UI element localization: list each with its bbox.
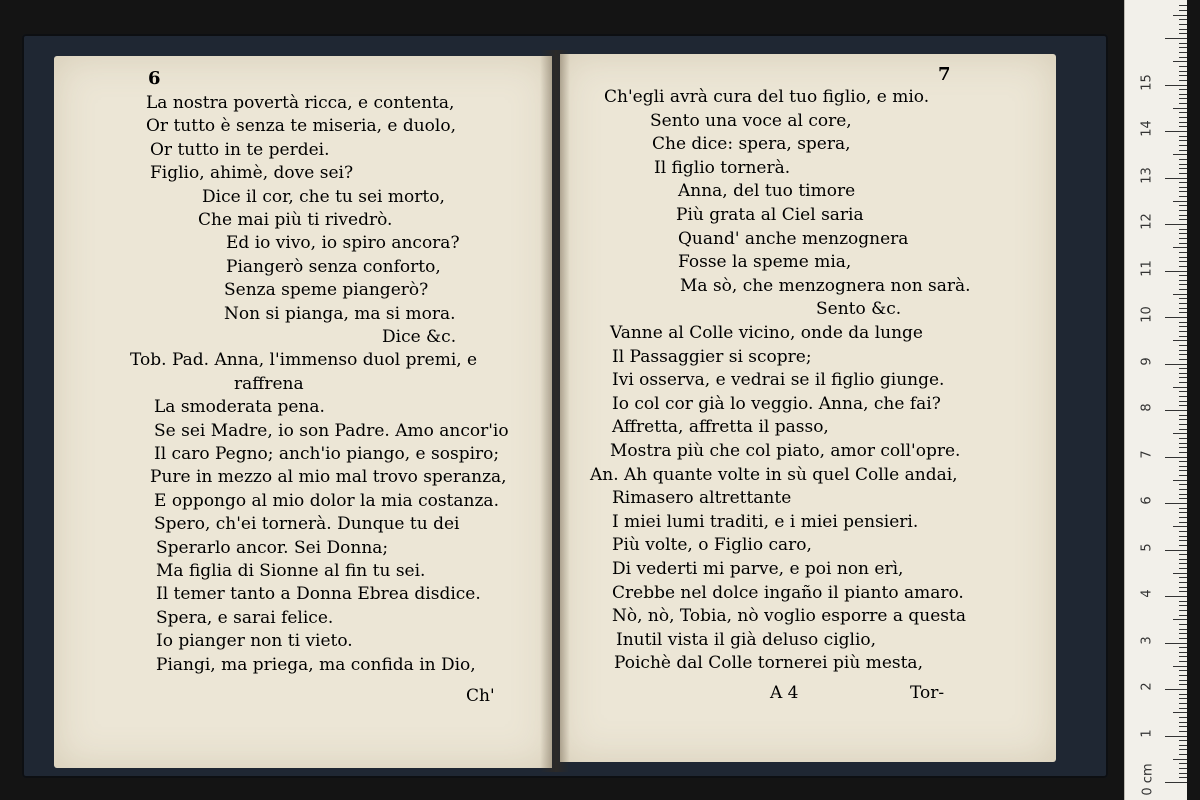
ruler-tick (1165, 38, 1187, 39)
ruler-tick (1179, 508, 1187, 509)
ruler-tick (1179, 354, 1187, 355)
text-line: Dice il cor, che tu sei morto, (202, 186, 445, 207)
ruler-tick (1179, 98, 1187, 99)
ruler-tick (1179, 615, 1187, 616)
ruler-tick (1179, 117, 1187, 118)
ruler-tick (1179, 415, 1187, 416)
text-line: Dice &c. (382, 327, 457, 347)
text-line: Inutil vista il già deluso ciglio, (616, 629, 877, 650)
ruler-tick (1179, 103, 1187, 104)
ruler-tick (1179, 308, 1187, 309)
ruler-tick (1179, 10, 1187, 11)
ruler-tick (1179, 708, 1187, 709)
ruler-tick (1165, 689, 1187, 690)
ruler-tick (1179, 531, 1187, 532)
ruler-tick (1179, 438, 1187, 439)
ruler-tick (1165, 224, 1187, 225)
ruler-tick (1165, 410, 1187, 411)
ruler-number: 5 (1139, 542, 1155, 552)
ruler-tick (1173, 573, 1187, 574)
ruler-tick (1179, 577, 1187, 578)
ruler-tick (1179, 768, 1187, 769)
ruler-tick (1179, 164, 1187, 165)
ruler-number: 8 (1139, 403, 1155, 412)
ruler-tick (1179, 298, 1187, 299)
text-line: Pure in mezzo al mio mal trovo speranza, (150, 467, 507, 488)
ruler-number: 2 (1139, 682, 1155, 691)
text-line: Ivi osserva, e vedrai se il figlio giunge. (612, 370, 945, 391)
ruler-tick (1179, 722, 1187, 723)
signature-mark: A 4 (770, 683, 799, 703)
ruler-tick (1179, 280, 1187, 281)
ruler-tick (1179, 745, 1187, 746)
ruler-tick (1179, 601, 1187, 602)
page-number-left: 6 (148, 68, 161, 89)
text-line: Anna, del tuo timore (678, 181, 856, 202)
ruler-tick (1179, 168, 1187, 169)
text-line: E oppongo al mio dolor la mia costanza. (154, 490, 499, 511)
ruler-tick (1179, 429, 1187, 430)
ruler-tick (1179, 610, 1187, 611)
ruler-tick (1179, 261, 1187, 262)
ruler-tick (1179, 233, 1187, 234)
ruler-tick (1179, 159, 1187, 160)
ruler-tick (1179, 80, 1187, 81)
ruler-tick (1179, 145, 1187, 146)
ruler-tick (1179, 605, 1187, 606)
ruler-tick (1179, 401, 1187, 402)
ruler-tick (1179, 47, 1187, 48)
ruler-tick (1179, 350, 1187, 351)
text-line: Piangerò senza conforto, (226, 256, 441, 277)
ruler-number: 12 (1139, 213, 1155, 230)
ruler-tick (1179, 112, 1187, 113)
text-line: Quand' anche menzognera (678, 228, 909, 249)
ruler-tick (1173, 340, 1187, 341)
text-line: Il temer tanto a Donna Ebrea disdice. (156, 584, 481, 605)
ruler-tick (1179, 359, 1187, 360)
ruler-tick (1179, 275, 1187, 276)
text-line: Crebbe nel dolce ingaño il pianto amaro. (612, 582, 964, 603)
text-line: Piangi, ma priega, ma confida in Dio, (156, 654, 476, 675)
text-line: I miei lumi traditi, e i miei pensieri. (612, 511, 919, 532)
text-line: La smoderata pena. (154, 397, 325, 418)
text-line: Di vederti mi parve, e poi non erì, (612, 559, 904, 579)
ruler-tick (1179, 461, 1187, 462)
ruler-tick (1165, 85, 1187, 86)
ruler-tick (1179, 675, 1187, 676)
ruler-tick (1179, 591, 1187, 592)
ruler-tick (1179, 647, 1187, 648)
ruler-number: 0 cm (1140, 763, 1156, 796)
ruler-tick (1165, 782, 1187, 783)
ruler-tick (1179, 484, 1187, 485)
text-line: Or tutto è senza te miseria, e duolo, (146, 116, 456, 137)
ruler-tick (1179, 219, 1187, 220)
ruler-number: 9 (1139, 356, 1155, 366)
ruler-tick (1179, 29, 1187, 30)
ruler-tick (1179, 326, 1187, 327)
ruler-tick (1179, 638, 1187, 639)
text-line: Tob. Pad. Anna, l'immenso duol premi, e (130, 350, 478, 371)
ruler-number: 7 (1139, 449, 1155, 459)
ruler-number: 15 (1139, 73, 1155, 91)
ruler-tick (1173, 294, 1187, 295)
ruler-number: 11 (1139, 259, 1155, 277)
ruler-tick (1179, 377, 1187, 378)
ruler-tick (1179, 331, 1187, 332)
ruler-tick (1179, 522, 1187, 523)
ruler-tick (1179, 57, 1187, 58)
ruler-tick (1179, 443, 1187, 444)
ruler-tick (1179, 196, 1187, 197)
text-line: Non si pianga, ma si mora. (224, 303, 456, 324)
text-line: Ma sò, che menzognera non sarà. (680, 275, 971, 296)
text-line: Il caro Pegno; anch'io piango, e sospiro; (154, 444, 500, 464)
ruler-number: 10 (1139, 306, 1155, 323)
text-line: Ed io vivo, io spiro ancora? (226, 233, 460, 254)
ruler-tick (1165, 643, 1187, 644)
ruler-tick (1179, 122, 1187, 123)
ruler-tick (1165, 596, 1187, 597)
text-line: Nò, nò, Tobia, nò voglio esporre a questa (612, 606, 966, 627)
ruler-tick (1179, 243, 1187, 244)
text-line: raffrena (234, 373, 304, 394)
ruler-tick (1179, 559, 1187, 560)
ruler-tick (1179, 773, 1187, 774)
text-line: Rimasero altrettante (612, 488, 792, 509)
ruler-tick (1179, 489, 1187, 490)
ruler-tick (1179, 726, 1187, 727)
ruler-tick (1179, 475, 1187, 476)
ruler-tick (1179, 419, 1187, 420)
text-line: Che mai più ti rivedrò. (198, 210, 393, 230)
ruler-tick (1173, 387, 1187, 388)
text-line: Il Passaggier si scopre; (612, 346, 812, 367)
ruler-tick (1179, 494, 1187, 495)
ruler-tick (1165, 550, 1187, 551)
ruler-tick (1179, 126, 1187, 127)
ruler-tick (1179, 210, 1187, 211)
ruler-tick (1165, 736, 1187, 737)
ruler-tick (1179, 703, 1187, 704)
ruler-tick (1165, 178, 1187, 179)
ruler-tick (1179, 777, 1187, 778)
ruler-tick (1179, 587, 1187, 588)
ruler-number: 6 (1139, 496, 1155, 505)
ruler-tick (1179, 266, 1187, 267)
ruler-tick (1179, 345, 1187, 346)
ruler-tick (1173, 61, 1187, 62)
ruler-tick (1179, 656, 1187, 657)
ruler-tick (1179, 24, 1187, 25)
ruler-tick (1179, 140, 1187, 141)
page-number-right: 7 (938, 64, 951, 85)
ruler-tick (1179, 33, 1187, 34)
text-line: La nostra povertà ricca, e contenta, (146, 93, 455, 113)
ruler-tick (1173, 247, 1187, 248)
ruler-tick (1179, 452, 1187, 453)
ruler-tick (1179, 322, 1187, 323)
ruler-tick (1179, 71, 1187, 72)
text-line: Sento una voce al core, (650, 110, 852, 131)
ruler-tick (1179, 336, 1187, 337)
text-line: An. Ah quante volte in sù quel Colle andai, (590, 464, 958, 485)
ruler-tick (1165, 131, 1187, 132)
ruler-tick (1173, 480, 1187, 481)
ruler-tick (1179, 238, 1187, 239)
ruler-tick (1165, 503, 1187, 504)
ruler-tick (1179, 680, 1187, 681)
ruler-tick (1179, 52, 1187, 53)
ruler-tick (1179, 536, 1187, 537)
ruler-tick (1179, 303, 1187, 304)
ruler-tick (1179, 754, 1187, 755)
text-line: Or tutto in te perdei. (150, 139, 330, 160)
text-line: Mostra più che col piato, amor coll'opre. (610, 441, 961, 461)
text-line: Sperarlo ancor. Sei Donna; (156, 537, 389, 558)
ruler-tick (1179, 466, 1187, 467)
ruler-tick (1179, 257, 1187, 258)
ruler-tick (1179, 150, 1187, 151)
ruler-tick (1179, 94, 1187, 95)
ruler-tick (1179, 447, 1187, 448)
ruler-tick (1179, 373, 1187, 374)
ruler-tick (1165, 457, 1187, 458)
ruler-tick (1179, 405, 1187, 406)
ruler-tick (1179, 284, 1187, 285)
ruler-number: 13 (1139, 166, 1155, 184)
ruler-tick (1179, 19, 1187, 20)
text-line: Fosse la speme mia, (678, 252, 852, 273)
ruler-tick (1179, 563, 1187, 564)
ruler-tick (1173, 619, 1187, 620)
text-line: Ch'egli avrà cura del tuo figlio, e mio. (604, 87, 930, 107)
ruler-tick (1179, 182, 1187, 183)
ruler-tick (1179, 382, 1187, 383)
text-line: Poichè dal Colle tornerei più mesta, (614, 653, 923, 674)
ruler-tick (1179, 698, 1187, 699)
ruler-tick (1179, 187, 1187, 188)
ruler-tick (1179, 749, 1187, 750)
ruler-tick (1165, 317, 1187, 318)
ruler-number: 3 (1139, 635, 1155, 645)
ruler-tick (1179, 312, 1187, 313)
ruler-tick (1165, 364, 1187, 365)
ruler-tick (1179, 5, 1187, 6)
text-line: Più volte, o Figlio caro, (612, 535, 812, 556)
ruler-tick (1173, 759, 1187, 760)
ruler-tick (1179, 545, 1187, 546)
ruler-number: 4 (1139, 589, 1155, 598)
ruler-tick (1179, 75, 1187, 76)
ruler-tick (1179, 89, 1187, 90)
ruler-tick (1179, 66, 1187, 67)
ruler-tick (1179, 396, 1187, 397)
ruler-tick (1173, 666, 1187, 667)
ruler-number: 1 (1139, 728, 1155, 738)
book-gutter (540, 50, 570, 772)
text-line: Spera, e sarai felice. (156, 607, 334, 628)
ruler-tick (1173, 526, 1187, 527)
ruler-tick (1179, 633, 1187, 634)
ruler-tick (1179, 629, 1187, 630)
measuring-ruler (1124, 0, 1187, 800)
text-line: Spero, ch'ei tornerà. Dunque tu dei (154, 514, 460, 535)
ruler-tick (1179, 289, 1187, 290)
ruler-tick (1173, 712, 1187, 713)
ruler-tick (1179, 717, 1187, 718)
ruler-tick (1173, 15, 1187, 16)
ruler-tick (1179, 191, 1187, 192)
ruler-tick (1179, 517, 1187, 518)
ruler-tick (1173, 433, 1187, 434)
ruler-tick (1179, 391, 1187, 392)
ruler-tick (1173, 108, 1187, 109)
text-line: Il figlio tornerà. (654, 157, 791, 178)
text-line: Io col cor già lo veggio. Anna, che fai? (612, 393, 941, 414)
ruler-tick (1179, 498, 1187, 499)
ruler-tick (1179, 252, 1187, 253)
catchword-right: Tor- (910, 683, 945, 703)
ruler-tick (1179, 43, 1187, 44)
ruler-tick (1179, 470, 1187, 471)
ruler-tick (1179, 661, 1187, 662)
ruler-tick (1165, 271, 1187, 272)
ruler-tick (1179, 215, 1187, 216)
text-line: Che dice: spera, spera, (652, 134, 851, 155)
catchword-left: Ch' (466, 686, 495, 706)
ruler-tick (1179, 368, 1187, 369)
ruler-tick (1179, 740, 1187, 741)
text-line: Sento &c. (816, 299, 902, 320)
ruler-tick (1179, 568, 1187, 569)
ruler-tick (1179, 684, 1187, 685)
ruler-tick (1179, 694, 1187, 695)
text-line: Vanne al Colle vicino, onde da lunge (610, 323, 923, 343)
text-line: Se sei Madre, io son Padre. Amo ancor'io (154, 420, 509, 441)
ruler-tick (1179, 670, 1187, 671)
ruler-tick (1179, 582, 1187, 583)
ruler-tick (1179, 731, 1187, 732)
ruler-tick (1179, 512, 1187, 513)
ruler-tick (1179, 540, 1187, 541)
ruler-tick (1173, 154, 1187, 155)
ruler-tick (1179, 205, 1187, 206)
text-line: Figlio, ahimè, dove sei? (150, 163, 354, 184)
ruler-tick (1179, 554, 1187, 555)
text-line: Ma figlia di Sionne al fin tu sei. (156, 561, 426, 581)
ruler-tick (1179, 652, 1187, 653)
text-line: Io pianger non ti vieto. (156, 631, 353, 652)
ruler-tick (1179, 229, 1187, 230)
ruler-tick (1179, 424, 1187, 425)
ruler-number: 14 (1139, 120, 1155, 137)
ruler-tick (1179, 763, 1187, 764)
ruler-tick (1179, 173, 1187, 174)
ruler-tick (1179, 136, 1187, 137)
text-line: Più grata al Ciel saria (676, 205, 864, 225)
text-line: Senza speme piangerò? (224, 280, 429, 301)
text-line: Affretta, affretta il passo, (612, 417, 829, 438)
ruler-tick (1179, 624, 1187, 625)
ruler-tick (1173, 201, 1187, 202)
